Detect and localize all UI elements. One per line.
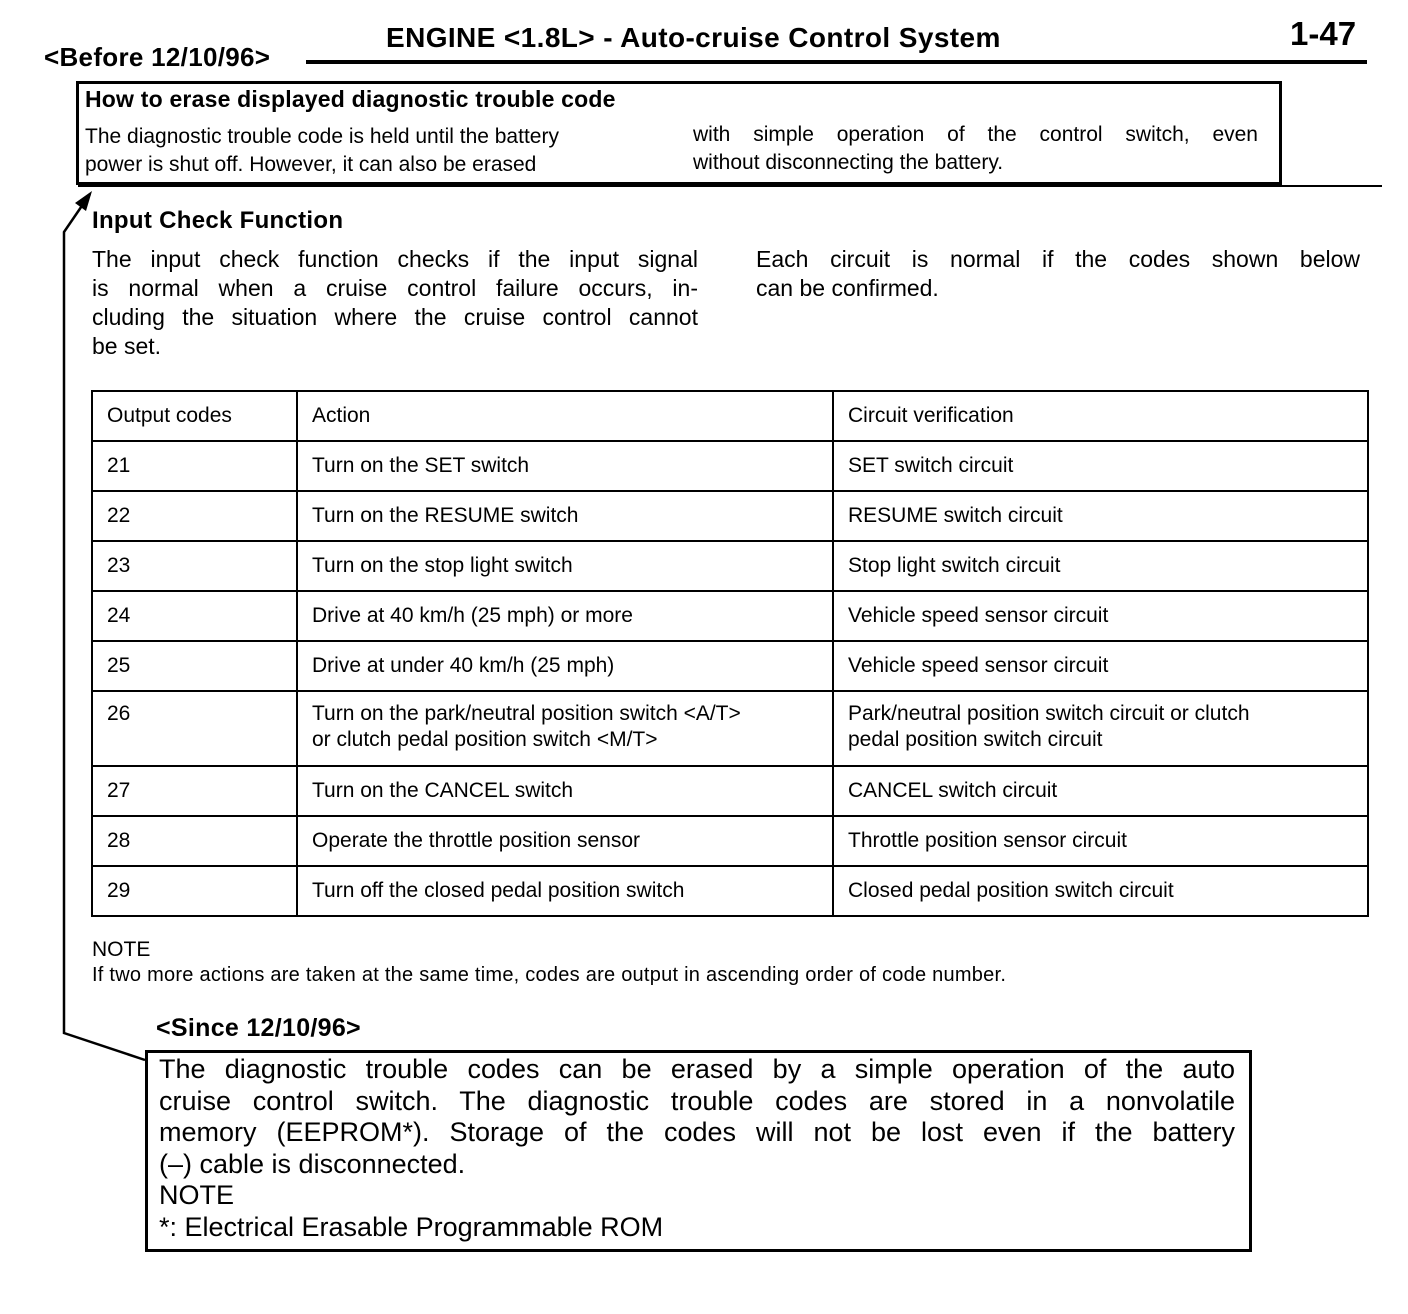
table-row — [92, 591, 1368, 641]
erase-box-right-column — [693, 121, 1258, 177]
code-cell: 28 — [92, 816, 297, 866]
erase-box-title: How to erase displayed diagnostic trouble code — [85, 86, 616, 112]
input-check-left-text — [92, 245, 698, 361]
action-cell: Turn on the stop light switch — [297, 541, 833, 591]
code-cell: 23 — [92, 541, 297, 591]
circuit-cell: Vehicle speed sensor circuit — [833, 591, 1368, 641]
input-check-line: is normal when a cruise control failure occurs, in- — [92, 275, 698, 301]
arrow-head-icon — [75, 191, 92, 211]
table-row — [92, 866, 1368, 916]
input-check-line: Each circuit is normal if the codes shown below — [756, 246, 1360, 272]
erase-box-left-column — [85, 123, 645, 179]
circuit-cell: Stop light switch circuit — [833, 541, 1368, 591]
since-box-text — [159, 1054, 1235, 1243]
action-cell: Turn off the closed pedal position switch — [297, 866, 833, 916]
action-line: Turn on the park/neutral position switch <A/T> — [312, 702, 741, 725]
circuit-cell: RESUME switch circuit — [833, 491, 1368, 541]
since-line: The diagnostic trouble codes can be erased by a simple operation of the auto — [159, 1054, 1235, 1084]
action-cell — [297, 691, 833, 766]
circuit-cell: Throttle position sensor circuit — [833, 816, 1368, 866]
circuit-cell — [833, 691, 1368, 766]
code-cell: 29 — [92, 866, 297, 916]
column-header-output-codes: Output codes — [92, 391, 297, 441]
page-number: 1-47 — [1290, 15, 1357, 52]
input-check-heading: Input Check Function — [92, 207, 344, 234]
input-check-right-text — [756, 245, 1360, 303]
since-date-label: <Since 12/10/96> — [156, 1014, 361, 1042]
action-cell: Drive at under 40 km/h (25 mph) — [297, 641, 833, 691]
action-cell: Drive at 40 km/h (25 mph) or more — [297, 591, 833, 641]
erase-right-line: with simple operation of the control switch, even — [693, 123, 1258, 146]
since-note-label: NOTE — [159, 1180, 235, 1210]
circuit-cell: Vehicle speed sensor circuit — [833, 641, 1368, 691]
input-check-line: be set. — [92, 333, 162, 359]
since-line: memory (EEPROM*). Storage of the codes will not be lost even if the battery — [159, 1117, 1235, 1147]
table-row — [92, 691, 1368, 766]
erase-right-line: without disconnecting the battery. — [693, 151, 1004, 174]
code-cell: 27 — [92, 766, 297, 816]
table-row — [92, 816, 1368, 866]
table-header-row — [92, 391, 1368, 441]
erase-left-line: The diagnostic trouble code is held until the battery — [85, 125, 559, 148]
since-line: (–) cable is disconnected. — [159, 1148, 466, 1179]
code-cell: 24 — [92, 591, 297, 641]
note-text: If two more actions are taken at the same time, codes are output in ascending order of code number. — [92, 964, 1007, 986]
action-line: or clutch pedal position switch <M/T> — [312, 728, 658, 751]
table-row — [92, 541, 1368, 591]
section-divider — [78, 185, 1382, 187]
column-header-action: Action — [297, 391, 833, 441]
erase-left-line: power is shut off. However, it can also be erased — [85, 153, 537, 176]
output-codes-table — [91, 390, 1369, 917]
code-cell: 26 — [92, 691, 297, 766]
table-row — [92, 641, 1368, 691]
circuit-line: pedal position switch circuit — [848, 728, 1103, 751]
code-cell: 21 — [92, 441, 297, 491]
action-cell: Turn on the CANCEL switch — [297, 766, 833, 816]
circuit-line: Park/neutral position switch circuit or clutch — [848, 702, 1250, 725]
table-row — [92, 441, 1368, 491]
circuit-cell: CANCEL switch circuit — [833, 766, 1368, 816]
page-title: ENGINE <1.8L> - Auto-cruise Control System — [386, 22, 1001, 53]
input-check-line: cluding the situation where the cruise control cannot — [92, 304, 698, 330]
since-footnote: *: Electrical Erasable Programmable ROM — [159, 1211, 664, 1242]
input-check-line: The input check function checks if the input signal — [92, 246, 698, 272]
code-cell: 22 — [92, 491, 297, 541]
circuit-cell: SET switch circuit — [833, 441, 1368, 491]
before-date-label: <Before 12/10/96> — [44, 42, 271, 72]
code-cell: 25 — [92, 641, 297, 691]
since-line: cruise control switch. The diagnostic trouble codes are stored in a nonvolatile — [159, 1085, 1235, 1116]
circuit-cell: Closed pedal position switch circuit — [833, 866, 1368, 916]
action-cell: Operate the throttle position sensor — [297, 816, 833, 866]
table-row — [92, 766, 1368, 816]
input-check-line: can be confirmed. — [756, 275, 939, 301]
note-label: NOTE — [92, 938, 151, 961]
action-cell: Turn on the SET switch — [297, 441, 833, 491]
table-row — [92, 491, 1368, 541]
header-rule — [306, 60, 1367, 64]
column-header-circuit-verification: Circuit verification — [833, 391, 1368, 441]
action-cell: Turn on the RESUME switch — [297, 491, 833, 541]
